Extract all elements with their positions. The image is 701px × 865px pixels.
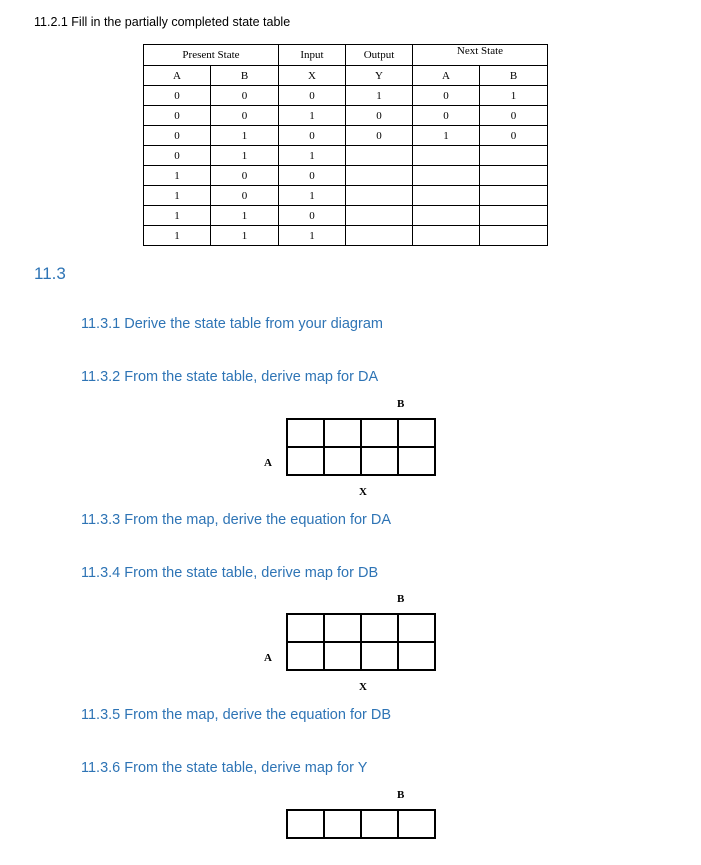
kmap-cell[interactable]: [398, 810, 435, 838]
cell-next-a: 1: [413, 126, 480, 146]
kmap-da-a-label: A: [264, 457, 272, 469]
cell-x: 1: [279, 146, 346, 166]
step-11-3-6: 11.3.6 From the state table, derive map for Y: [81, 760, 368, 776]
cell-y[interactable]: [346, 146, 413, 166]
cell-a: 0: [144, 126, 211, 146]
cell-next-b[interactable]: [480, 226, 548, 246]
cell-a: 1: [144, 206, 211, 226]
col-header-next-a: A: [413, 66, 480, 86]
kmap-db-a-label: A: [264, 652, 272, 664]
table-row: [144, 126, 548, 146]
kmap-cell[interactable]: [398, 642, 435, 670]
cell-b: 0: [211, 166, 279, 186]
cell-x: 1: [279, 186, 346, 206]
cell-a: 1: [144, 226, 211, 246]
cell-a: 1: [144, 186, 211, 206]
header-input: Input: [279, 45, 346, 66]
cell-next-a[interactable]: [413, 206, 480, 226]
cell-next-b[interactable]: [480, 186, 548, 206]
kmap-cell[interactable]: [324, 447, 361, 475]
kmap-db-x-label: X: [359, 681, 367, 693]
kmap-cell[interactable]: [361, 419, 398, 447]
step-11-3-2: 11.3.2 From the state table, derive map for DA: [81, 369, 379, 385]
kmap-cell[interactable]: [287, 810, 324, 838]
cell-next-a: 0: [413, 106, 480, 126]
kmap-y-b-label: B: [397, 789, 405, 801]
cell-a: 0: [144, 106, 211, 126]
kmap-cell[interactable]: [324, 642, 361, 670]
kmap-cell[interactable]: [287, 614, 324, 642]
cell-next-b: 1: [480, 86, 548, 106]
col-header-y: Y: [346, 66, 413, 86]
state-table: [143, 44, 548, 246]
cell-y[interactable]: [346, 206, 413, 226]
cell-y[interactable]: [346, 186, 413, 206]
cell-y[interactable]: [346, 226, 413, 246]
table-row: [144, 186, 548, 206]
cell-b: 1: [211, 126, 279, 146]
kmap-db: [286, 613, 436, 671]
cell-a: 1: [144, 166, 211, 186]
kmap-cell[interactable]: [324, 419, 361, 447]
cell-a: 0: [144, 86, 211, 106]
cell-next-a[interactable]: [413, 226, 480, 246]
cell-b: 1: [211, 206, 279, 226]
table-row: [144, 146, 548, 166]
kmap-cell[interactable]: [398, 447, 435, 475]
cell-x: 0: [279, 206, 346, 226]
cell-next-b[interactable]: [480, 166, 548, 186]
cell-x: 0: [279, 166, 346, 186]
section-title: 11.3: [34, 264, 66, 283]
col-header-x: X: [279, 66, 346, 86]
kmap-db-b-label: B: [397, 593, 405, 605]
cell-next-b[interactable]: [480, 206, 548, 226]
kmap-cell[interactable]: [324, 810, 361, 838]
table-row: [144, 86, 548, 106]
kmap-da-x-label: X: [359, 486, 367, 498]
cell-next-a[interactable]: [413, 186, 480, 206]
kmap-cell[interactable]: [361, 810, 398, 838]
kmap-cell[interactable]: [287, 642, 324, 670]
col-header-b: B: [211, 66, 279, 86]
step-11-3-5: 11.3.5 From the map, derive the equation for DB: [81, 707, 392, 723]
step-11-3-1: 11.3.1 Derive the state table from your diagram: [81, 316, 383, 332]
cell-y: 0: [346, 126, 413, 146]
cell-x: 0: [279, 86, 346, 106]
kmap-cell[interactable]: [361, 447, 398, 475]
cell-next-a[interactable]: [413, 146, 480, 166]
col-header-next-b: B: [480, 66, 548, 86]
kmap-cell[interactable]: [324, 614, 361, 642]
cell-b: 1: [211, 226, 279, 246]
cell-x: 1: [279, 106, 346, 126]
table-row: [144, 166, 548, 186]
kmap-cell[interactable]: [287, 447, 324, 475]
kmap-da-b-label: B: [397, 398, 405, 410]
cell-next-b[interactable]: [480, 146, 548, 166]
kmap-cell[interactable]: [361, 614, 398, 642]
cell-y: 1: [346, 86, 413, 106]
cell-y[interactable]: [346, 166, 413, 186]
problem-title: 11.2.1 Fill in the partially completed state table: [34, 15, 291, 29]
header-output: Output: [346, 45, 413, 66]
step-11-3-4: 11.3.4 From the state table, derive map for DB: [81, 565, 379, 581]
kmap-da: [286, 418, 436, 476]
cell-next-a[interactable]: [413, 166, 480, 186]
cell-b: 0: [211, 106, 279, 126]
cell-next-a: 0: [413, 86, 480, 106]
cell-a: 0: [144, 146, 211, 166]
cell-x: 0: [279, 126, 346, 146]
cell-y: 0: [346, 106, 413, 126]
table-row: [144, 206, 548, 226]
header-next-state: Next State: [413, 45, 548, 66]
cell-next-b: 0: [480, 126, 548, 146]
kmap-y: [286, 809, 436, 839]
kmap-cell[interactable]: [287, 419, 324, 447]
header-present-state: Present State: [144, 45, 279, 66]
cell-x: 1: [279, 226, 346, 246]
col-header-a: A: [144, 66, 211, 86]
kmap-cell[interactable]: [398, 614, 435, 642]
table-row: [144, 226, 548, 246]
cell-next-b: 0: [480, 106, 548, 126]
cell-b: 0: [211, 86, 279, 106]
cell-b: 1: [211, 146, 279, 166]
kmap-cell[interactable]: [361, 642, 398, 670]
step-11-3-3: 11.3.3 From the map, derive the equation for DA: [81, 512, 392, 528]
kmap-cell[interactable]: [398, 419, 435, 447]
cell-b: 0: [211, 186, 279, 206]
table-row: [144, 106, 548, 126]
